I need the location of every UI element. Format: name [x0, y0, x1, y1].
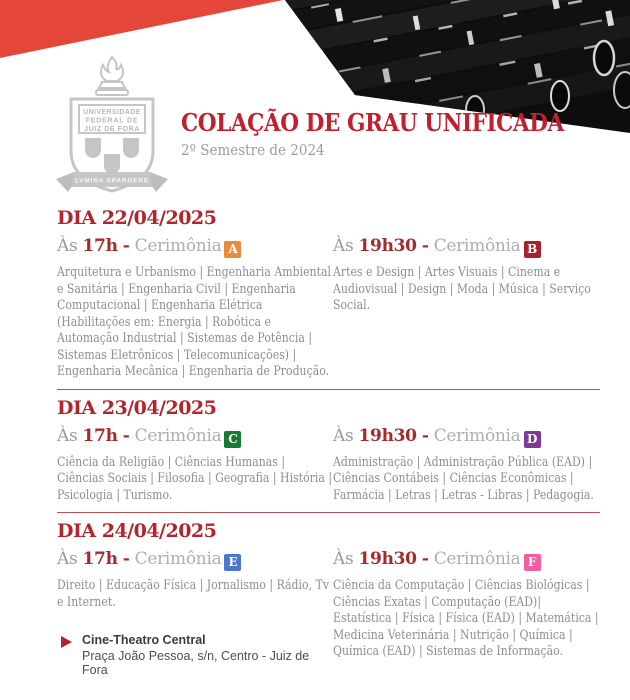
ceremony-label: Cerimônia — [134, 549, 222, 569]
page-title: COLAÇÃO DE GRAU UNIFICADA — [181, 108, 564, 137]
course-list: Arquitetura e Urbanismo | Engenharia Ambiental e Sanitária | Engenharia Civil | Engenharia Computacional | Engenharia Elétrica (Habilitações em: Energia | Robótica e Automação Industrial | Sistemas de Potência | Sistemas Eletrônicos | Telecomunicações) | Engenharia Mecânica | Engenharia de Produção. — [57, 265, 331, 379]
dash-separator: - — [421, 425, 429, 446]
ceremony-label: Cerimônia — [433, 549, 521, 569]
logo-text-line1: UNIVERSIDADE — [83, 109, 141, 116]
ceremony-time: 19h30 — [358, 549, 417, 569]
dash-separator: - — [421, 236, 429, 256]
ceremony-label: Cerimônia — [433, 236, 521, 256]
ceremony-badge-f: F — [524, 554, 541, 571]
date-heading: DIA 22/04/2025 — [57, 207, 217, 229]
ceremony-time: 17h — [82, 425, 118, 446]
time-prefix: Às — [333, 236, 354, 256]
dash-separator: - — [122, 549, 130, 569]
ceremony-e-header — [57, 549, 333, 571]
ceremony-time: 19h30 — [358, 425, 417, 446]
ceremony-badge-d: D — [524, 431, 541, 448]
dash-separator: - — [122, 236, 130, 256]
ceremony-b-column — [333, 229, 600, 381]
dash-separator: - — [421, 549, 429, 569]
ceremony-c-header — [57, 426, 333, 448]
ceremony-badge-b: B — [524, 241, 541, 258]
ceremony-b-header — [333, 236, 600, 258]
ceremony-badge-e: E — [224, 554, 241, 571]
course-list: Ciência da Religião | Ciências Humanas | Ciências Sociais | Filosofia | Geografia | História | Psicologia | Turismo. — [57, 454, 333, 503]
page-subtitle: 2º Semestre de 2024 — [181, 141, 325, 159]
venue-name: Cine-Theatro Central — [82, 633, 206, 647]
course-list: Administração | Administração Pública (EAD) | Ciências Contábeis | Ciências Econômicas | Farmácia | Letras | Letras - Libras | Pedagogia. — [333, 454, 594, 503]
title-block — [181, 108, 611, 159]
schedule — [0, 207, 630, 677]
ceremony-f-column — [333, 542, 600, 677]
ceremony-e-column — [57, 542, 333, 677]
ceremony-time: 17h — [82, 236, 118, 256]
ceremony-a-column — [57, 229, 333, 381]
course-list: Artes e Design | Artes Visuais | Cinema e Audiovisual | Design | Moda | Música | Serviço Social. — [333, 265, 591, 313]
ceremony-f-header — [333, 549, 600, 571]
ceremony-label: Cerimônia — [433, 425, 521, 446]
section-divider — [57, 389, 600, 390]
time-prefix: Às — [333, 425, 354, 446]
time-prefix: Às — [333, 549, 354, 569]
ufjf-logo — [46, 54, 178, 198]
ceremony-badge-a: A — [224, 241, 241, 258]
hero-banner — [0, 0, 630, 200]
ceremony-c-column — [57, 419, 333, 505]
logo-text-line3: JUIZ DE FORA — [84, 126, 140, 133]
ceremony-time: 17h — [82, 549, 118, 569]
ceremony-label: Cerimônia — [134, 425, 222, 446]
ceremony-time: 19h30 — [358, 236, 417, 256]
section-divider — [57, 512, 600, 513]
time-prefix: Às — [57, 425, 78, 446]
ceremony-a-header — [57, 236, 333, 258]
course-list: Ciência da Computação | Ciências Biológicas | Ciências Exatas | Computação (EAD)| Estatística | Física | Física (EAD) | Matemática | Medicina Veterinária | Nutrição | Química | Química (EAD) | Sistemas de Informação. — [333, 578, 599, 659]
ceremony-d-column — [333, 419, 600, 505]
date-heading: DIA 24/04/2025 — [57, 520, 217, 542]
red-corner-band — [0, 0, 283, 58]
day-section-3 — [57, 520, 600, 677]
logo-text-line2: FEDERAL DE — [85, 117, 139, 125]
ceremony-label: Cerimônia — [134, 236, 222, 256]
logo-motto: LVMINA SPARGERE — [75, 177, 149, 185]
venue-address: Praça João Pessoa, s/n, Centro - Juiz de Fora — [82, 649, 310, 677]
venue-text — [82, 633, 333, 677]
day-section-2 — [57, 397, 600, 505]
venue-info — [57, 633, 333, 677]
ceremony-badge-c: C — [224, 431, 241, 448]
arrow-right-icon — [61, 636, 72, 648]
ufjf-crest-icon — [46, 54, 178, 198]
ceremony-d-header — [333, 426, 600, 448]
time-prefix: Às — [57, 549, 78, 569]
date-heading: DIA 23/04/2025 — [57, 396, 217, 419]
time-prefix: Às — [57, 236, 78, 256]
dash-separator: - — [122, 425, 130, 446]
day-section-1 — [57, 207, 600, 381]
course-list: Direito | Educação Física | Jornalismo | Rádio, Tv e Internet. — [57, 578, 330, 610]
